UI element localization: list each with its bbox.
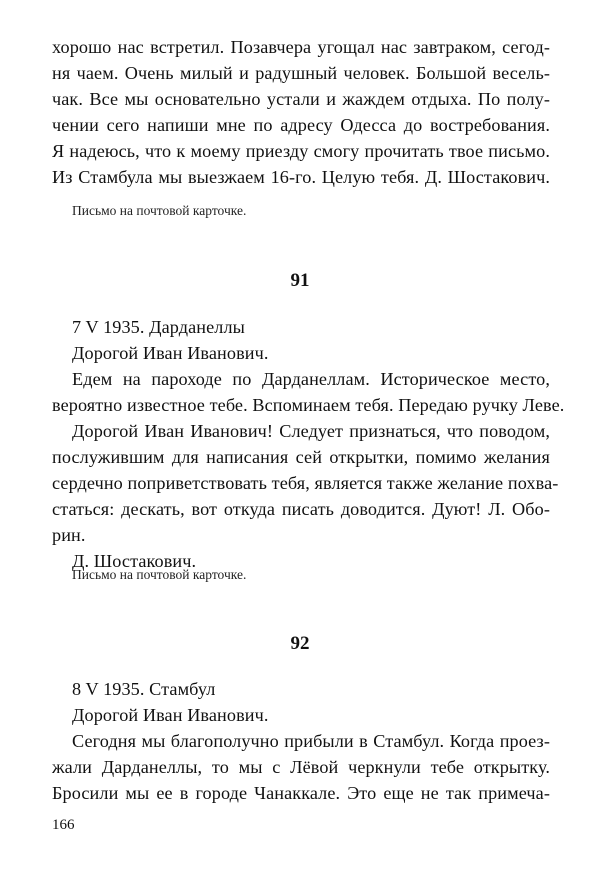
text-line: статься: дескать, вот откуда писать доводится. Дуют! Л. Обо- [52, 499, 550, 519]
page-number: 166 [52, 817, 75, 833]
text-line: сердечно поприветствовать тебя, является также желание похва- [52, 473, 559, 493]
letter-92 [52, 676, 550, 806]
letter-91 [52, 314, 565, 574]
salutation: Дорогой Иван Иванович. [72, 343, 269, 363]
text-line: чак. Все мы основательно устали и жаждем отдыха. По полу- [52, 89, 550, 109]
text-line: вероятно известное тебе. Вспоминаем тебя. Передаю ручку Леве. [52, 395, 565, 415]
text-line: хорошо нас встретил. Позавчера угощал нас завтраком, сегод- [52, 37, 550, 57]
text-line: ня чаем. Очень милый и радушный человек. Большой весель- [52, 63, 550, 83]
date-place: 7 V 1935. Дарданеллы [72, 317, 245, 337]
letter-number-92: 92 [290, 633, 310, 654]
signature: Д. Шостакович. [72, 551, 197, 571]
salutation: Дорогой Иван Иванович. [72, 705, 269, 725]
text-line: рин. [52, 525, 86, 545]
text-line: Едем на пароходе по Дарданеллам. Историческое место, [72, 369, 550, 389]
text-line: Из Стамбула мы выезжаем 16-го. Целую тебя. Д. Шостакович. [52, 167, 550, 187]
text-line: чении сего напиши мне по адресу Одесса до востребования. [52, 115, 550, 135]
text-line: жали Дарданеллы, то мы с Лёвой черкнули тебе открытку. [52, 757, 550, 777]
text-line: Дорогой Иван Иванович! Следует признаться, что поводом, [72, 421, 550, 441]
text-line: Сегодня мы благополучно прибыли в Стамбул. Когда проез- [72, 731, 550, 751]
text-line: Бросили мы ее в городе Чанаккале. Это еще не так примеча- [52, 783, 550, 803]
continued-letter-text [52, 34, 550, 190]
text-line: Я надеюсь, что к моему приезду смогу прочитать твое письмо. [52, 141, 550, 161]
editorial-note: Письмо на почтовой карточке. [72, 203, 247, 218]
date-place: 8 V 1935. Стамбул [72, 679, 216, 699]
editorial-note: Письмо на почтовой карточке. [72, 567, 247, 582]
letter-number-91: 91 [290, 270, 310, 291]
text-line: послужившим для написания сей открытки, помимо желания [52, 447, 550, 467]
